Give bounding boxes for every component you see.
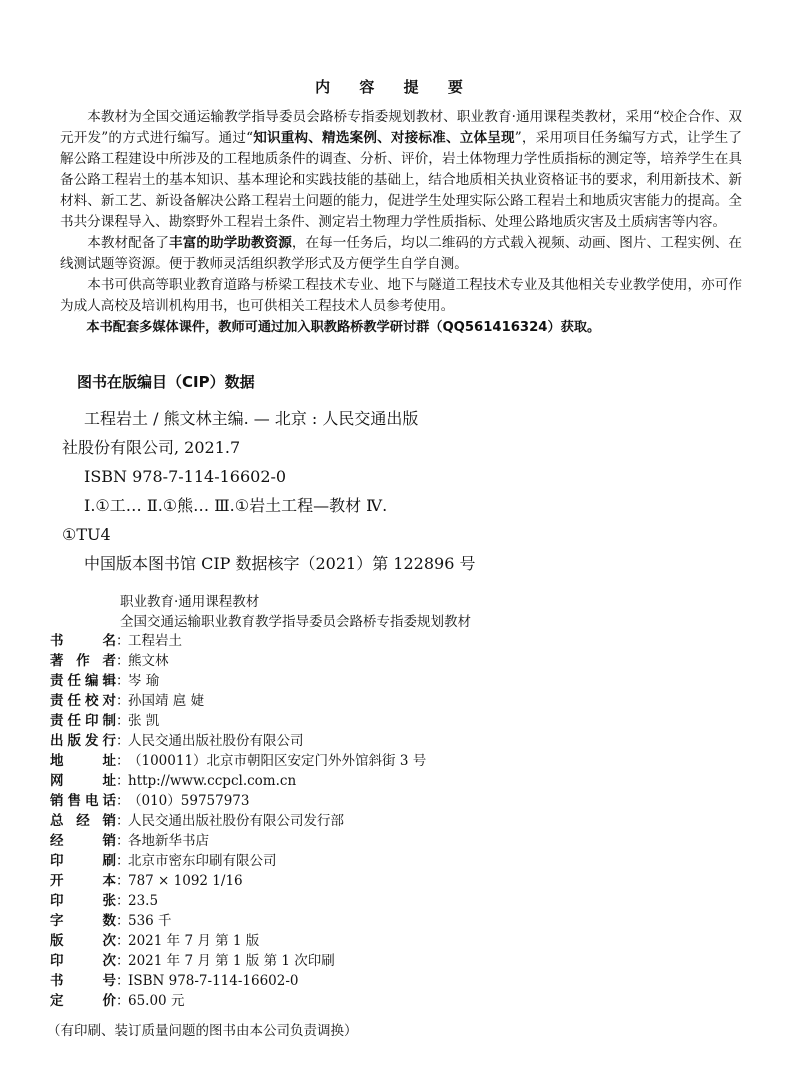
series-line: 全国交通运输职业教育教学指导委员会路桥专指委规划教材	[120, 614, 471, 630]
abstract-paragraph-2	[60, 233, 742, 275]
info-label: 销售电话	[50, 793, 116, 809]
abstract-text: 本教材为全国交通运输教学指导委员会路桥专指委规划教材、职业教育·通用课程类教材，采用“校企合作、双元开发”的方式进行编写。通过“	[60, 109, 742, 146]
abstract-paragraph-1	[60, 107, 742, 233]
info-colon: ：	[116, 713, 130, 729]
info-row	[50, 951, 426, 971]
cip-line: ①TU4	[62, 525, 111, 544]
info-value: 各地新华书店	[128, 833, 209, 849]
info-colon: ：	[116, 973, 130, 989]
info-value: 张 凯	[128, 713, 160, 729]
info-colon: ：	[116, 853, 130, 869]
info-colon: ：	[116, 893, 130, 909]
info-colon: ：	[116, 753, 130, 769]
abstract-paragraph-4: 本书配套多媒体课件，教师可通过加入职教路桥教学研讨群（QQ561416324）获取。	[86, 320, 601, 335]
abstract-text: ”，采用项目任务编写方式，让学生了解公路工程建设中所涉及的工程地质条件的调查、分析、评价，岩土体物理力学性质指标的测定等，培养学生在具备公路工程岩土的基本知识、基本理论和实践技能的基础上，结合地质相关执业资格证书的要求，利用新技术、新材料、新工艺、新设备解决公路工程岩土问题的能力，促进学生处理实际公路工程岩土和地质灾害能力的提高。全书共分课程导入、勘察野外工程岩土条件、测定岩土物理力学性质指标、处理公路地质灾害及土质病害等内容。	[60, 130, 743, 230]
info-colon: ：	[116, 653, 130, 669]
info-colon: ：	[116, 833, 130, 849]
info-row	[50, 931, 426, 951]
info-colon: ：	[116, 793, 130, 809]
abstract-text: 本教材配备了	[87, 235, 170, 251]
info-colon: ：	[116, 933, 130, 949]
cip-line: Ⅰ.①工… Ⅱ.①熊… Ⅲ.①岩土工程—教材 Ⅳ.	[84, 496, 388, 515]
info-label: 网址	[50, 773, 116, 789]
info-value: 2021 年 7 月 第 1 版	[128, 933, 260, 949]
info-row	[50, 711, 426, 731]
info-row	[50, 891, 426, 911]
abstract-title: 内 容 提 要	[315, 78, 475, 96]
cip-heading: 图书在版编目（CIP）数据	[77, 373, 255, 391]
info-value: 787 × 1092 1/16	[128, 873, 243, 889]
abstract-emphasis: 丰富的助学助教资源	[169, 235, 292, 251]
info-value: （010）59757973	[128, 793, 250, 809]
info-colon: ：	[116, 773, 130, 789]
footer-note: （有印刷、装订质量问题的图书由本公司负责调换）	[47, 1023, 358, 1039]
info-label: 责任编辑	[50, 673, 116, 689]
info-label: 总经销	[50, 813, 116, 829]
cip-block	[62, 404, 702, 578]
info-label: 印张	[50, 893, 116, 909]
info-colon: ：	[116, 913, 130, 929]
info-label: 书号	[50, 973, 116, 989]
info-label: 责任校对	[50, 693, 116, 709]
info-colon: ：	[116, 953, 130, 969]
info-row	[50, 691, 426, 711]
info-row	[50, 671, 426, 691]
info-row	[50, 631, 426, 651]
info-row	[50, 871, 426, 891]
abstract-body	[60, 107, 742, 338]
info-row	[50, 811, 426, 831]
info-value: 孙国靖 扈 婕	[128, 693, 205, 709]
info-row	[50, 991, 426, 1011]
cip-line: 工程岩土 / 熊文林主编. — 北京 : 人民交通出版	[84, 409, 419, 428]
info-value: 熊文林	[128, 653, 169, 669]
abstract-paragraph-3: 本书可供高等职业教育道路与桥梁工程技术专业、地下与隧道工程技术专业及其他相关专业教学使用，亦可作为成人高校及培训机构用书，也可供相关工程技术人员参考使用。	[60, 277, 742, 314]
info-row	[50, 971, 426, 991]
info-row	[50, 791, 426, 811]
info-label: 地址	[50, 753, 116, 769]
cip-line: 中国版本图书馆 CIP 数据核字（2021）第 122896 号	[84, 554, 476, 573]
cip-line: ISBN 978-7-114-16602-0	[84, 467, 287, 486]
info-row	[50, 851, 426, 871]
info-value: 23.5	[128, 893, 159, 909]
info-label: 出版发行	[50, 733, 116, 749]
info-colon: ：	[116, 813, 130, 829]
info-value: 536 千	[128, 913, 172, 929]
info-value: http://www.ccpcl.com.cn	[128, 773, 297, 789]
info-value: 北京市密东印刷有限公司	[128, 853, 277, 869]
info-value: 人民交通出版社股份有限公司	[128, 733, 304, 749]
abstract-text: ，在每一任务后，均以二维码的方式载入视频、动画、图片、工程实例、在线测试题等资源。便于教师灵活组织教学形式及方便学生自学自测。	[60, 235, 743, 272]
info-label: 责任印制	[50, 713, 116, 729]
info-label: 著作者	[50, 653, 116, 669]
info-value: 工程岩土	[128, 633, 182, 649]
info-label: 定价	[50, 993, 116, 1009]
info-label: 印次	[50, 953, 116, 969]
info-label: 书名	[50, 633, 116, 649]
info-label: 字数	[50, 913, 116, 929]
info-label: 版次	[50, 933, 116, 949]
info-value: ISBN 978-7-114-16602-0	[128, 973, 299, 989]
info-row	[50, 771, 426, 791]
info-row	[50, 731, 426, 751]
info-value: （100011）北京市朝阳区安定门外外馆斜街 3 号	[128, 753, 427, 769]
info-colon: ：	[116, 673, 130, 689]
info-label: 经销	[50, 833, 116, 849]
cip-line: 社股份有限公司, 2021.7	[62, 438, 241, 457]
series-line: 职业教育·通用课程教材	[120, 594, 260, 610]
info-row	[50, 831, 426, 851]
info-colon: ：	[116, 633, 130, 649]
info-value: 2021 年 7 月 第 1 版 第 1 次印刷	[128, 953, 335, 969]
info-colon: ：	[116, 993, 130, 1009]
info-row	[50, 651, 426, 671]
info-value: 岑 瑜	[128, 673, 160, 689]
info-value: 65.00 元	[128, 993, 185, 1009]
info-value: 人民交通出版社股份有限公司发行部	[128, 813, 344, 829]
info-row	[50, 751, 426, 771]
info-colon: ：	[116, 873, 130, 889]
series-info	[120, 592, 471, 632]
info-colon: ：	[116, 733, 130, 749]
info-label: 印刷	[50, 853, 116, 869]
info-label: 开本	[50, 873, 116, 889]
info-colon: ：	[116, 693, 130, 709]
info-row	[50, 911, 426, 931]
abstract-emphasis: 知识重构、精选案例、对接标准、立体呈现	[253, 130, 515, 146]
publication-info	[50, 631, 426, 1011]
